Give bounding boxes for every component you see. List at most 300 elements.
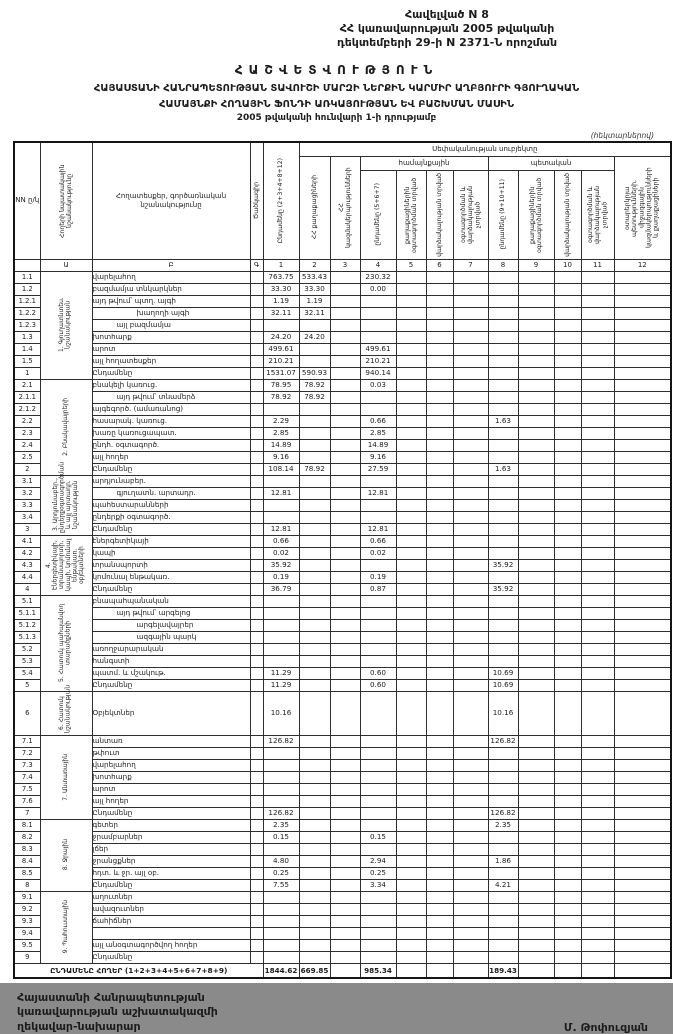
value-cell [614, 463, 671, 475]
value-cell [488, 535, 518, 547]
row-number: 5.1 [14, 595, 40, 607]
value-cell [554, 667, 581, 679]
row-number: 3.2 [14, 487, 40, 499]
table-row [14, 927, 671, 939]
value-cell [453, 747, 488, 759]
value-cell [614, 915, 671, 927]
code-cell [250, 927, 263, 939]
value-cell [299, 619, 330, 631]
code-cell [250, 391, 263, 403]
value-cell [488, 595, 518, 607]
value-cell [554, 547, 581, 559]
value-cell [426, 403, 453, 415]
value-cell [396, 855, 426, 867]
value-cell [426, 343, 453, 355]
value-cell [518, 415, 554, 427]
value-cell [518, 559, 554, 571]
value-cell: 669.85 [299, 963, 330, 978]
row-name: Ընդամենը [92, 523, 250, 535]
value-cell [581, 547, 614, 559]
value-cell [360, 319, 396, 331]
value-cell [614, 843, 671, 855]
code-cell [250, 643, 263, 655]
code-cell [250, 939, 263, 951]
value-cell [396, 735, 426, 747]
value-cell: 0.66 [263, 535, 299, 547]
value-cell [488, 511, 518, 523]
report-subtitle-line: ՀԱՅԱՍՏԱՆԻ ՀԱՆՐԱՊԵՏՈՒԹՅԱՆ ՏԱՎՈՒՇԻ ՄԱՐԶԻ ՆԵՐՔԻՆ ԿԱՐՄԻՐ ԱՂԲՅՈՒՐԻ ԳՅՈՒՂԱԿԱՆ [93, 82, 580, 94]
table-row [14, 283, 671, 295]
row-number: 1.2.2 [14, 307, 40, 319]
value-cell [518, 499, 554, 511]
code-cell [250, 271, 263, 283]
value-cell [360, 807, 396, 819]
code-cell [250, 571, 263, 583]
value-cell [299, 927, 330, 939]
value-cell [426, 759, 453, 771]
value-cell [518, 747, 554, 759]
row-name: բնակելի կառուց. [92, 379, 250, 391]
value-cell [518, 439, 554, 451]
value-cell [396, 643, 426, 655]
value-cell: 0.19 [263, 571, 299, 583]
value-cell [330, 583, 360, 595]
row-number: 2.1.2 [14, 403, 40, 415]
value-cell [396, 427, 426, 439]
value-cell [453, 511, 488, 523]
row-number: 1.4 [14, 343, 40, 355]
value-cell [488, 619, 518, 631]
value-cell [554, 619, 581, 631]
column-letter: 10 [554, 259, 581, 271]
value-cell [426, 747, 453, 759]
value-cell [299, 475, 330, 487]
value-cell [581, 747, 614, 759]
value-cell [426, 915, 453, 927]
value-cell [426, 379, 453, 391]
value-cell [426, 939, 453, 951]
table-row [14, 691, 671, 735]
value-cell: 32.11 [263, 307, 299, 319]
table-row [14, 607, 671, 619]
value-cell [453, 487, 488, 499]
value-cell [330, 631, 360, 643]
value-cell: 590.93 [299, 367, 330, 379]
value-cell [518, 807, 554, 819]
value-cell [360, 939, 396, 951]
signature-block [13, 991, 660, 1034]
table-row [14, 891, 671, 903]
code-cell [250, 535, 263, 547]
table-row [14, 915, 671, 927]
value-cell [614, 867, 671, 879]
value-cell [554, 283, 581, 295]
value-cell [614, 271, 671, 283]
value-cell [453, 927, 488, 939]
row-name: հդտ. և ջր. այլ օբ. [92, 867, 250, 879]
column-letter: 11 [581, 259, 614, 271]
value-cell [453, 475, 488, 487]
value-cell [330, 463, 360, 475]
value-cell [426, 367, 453, 379]
value-cell [453, 379, 488, 391]
value-cell [581, 511, 614, 523]
value-cell [554, 795, 581, 807]
value-cell [299, 439, 330, 451]
value-cell [299, 891, 330, 903]
value-cell: 10.16 [488, 691, 518, 735]
value-cell [488, 367, 518, 379]
value-cell [554, 559, 581, 571]
value-cell [518, 331, 554, 343]
value-cell [453, 463, 488, 475]
table-row [14, 415, 671, 427]
value-cell [518, 475, 554, 487]
row-name: վարելահող [92, 759, 250, 771]
value-cell [614, 783, 671, 795]
value-cell [330, 379, 360, 391]
annex-line: Հավելված N 8 [405, 8, 489, 21]
report-title-block [13, 63, 660, 124]
value-cell: 0.19 [360, 571, 396, 583]
value-cell [453, 451, 488, 463]
code-cell [250, 771, 263, 783]
value-cell [396, 667, 426, 679]
value-cell [360, 819, 396, 831]
table-row [14, 307, 671, 319]
column-letters-row [14, 259, 671, 271]
table-row [14, 771, 671, 783]
row-name: այլ բազմամյա [92, 319, 250, 331]
value-cell [396, 343, 426, 355]
value-cell: 1531.07 [263, 367, 299, 379]
state-band-header: պետական [488, 156, 614, 170]
value-cell [330, 499, 360, 511]
value-cell [299, 867, 330, 879]
value-cell [360, 927, 396, 939]
row-number: 1.2.3 [14, 319, 40, 331]
row-name: Ընդամենը [92, 807, 250, 819]
code-cell [250, 487, 263, 499]
value-cell [488, 319, 518, 331]
value-cell [263, 655, 299, 667]
row-number: 1.5 [14, 355, 40, 367]
value-cell [554, 903, 581, 915]
value-cell [396, 403, 426, 415]
value-cell [396, 295, 426, 307]
value-cell [554, 631, 581, 643]
value-cell [299, 499, 330, 511]
value-cell [453, 643, 488, 655]
value-cell [299, 939, 330, 951]
value-cell [581, 583, 614, 595]
value-cell: 0.02 [360, 547, 396, 559]
value-cell: 35.92 [488, 559, 518, 571]
row-name: հանգստի [92, 655, 250, 667]
value-cell [614, 691, 671, 735]
value-cell [360, 511, 396, 523]
section-label: 8. Ջրային [40, 819, 92, 891]
value-cell [614, 535, 671, 547]
column-letter: Ա [40, 259, 92, 271]
code-cell [250, 331, 263, 343]
value-cell [396, 463, 426, 475]
value-cell [554, 391, 581, 403]
code-cell [250, 691, 263, 735]
value-cell [396, 271, 426, 283]
value-cell: 126.82 [488, 807, 518, 819]
row-name: արոտ [92, 343, 250, 355]
value-cell [426, 655, 453, 667]
value-cell [554, 855, 581, 867]
value-cell [581, 271, 614, 283]
value-cell [581, 939, 614, 951]
value-cell: 126.82 [263, 807, 299, 819]
value-cell [614, 391, 671, 403]
row-number: 6 [14, 691, 40, 735]
value-cell [396, 963, 426, 978]
value-cell [453, 535, 488, 547]
value-cell [426, 583, 453, 595]
value-cell [453, 355, 488, 367]
row-number: 8.5 [14, 867, 40, 879]
row-number: 9.5 [14, 939, 40, 951]
table-row [14, 655, 671, 667]
table-row [14, 403, 671, 415]
code-cell [250, 879, 263, 891]
table-row [14, 619, 671, 631]
value-cell: 12.81 [263, 487, 299, 499]
value-cell [263, 759, 299, 771]
value-cell [488, 771, 518, 783]
value-cell [453, 891, 488, 903]
value-cell [453, 271, 488, 283]
value-cell [554, 295, 581, 307]
value-cell [426, 511, 453, 523]
value-cell [330, 391, 360, 403]
value-cell [330, 331, 360, 343]
value-cell [488, 451, 518, 463]
value-cell [453, 499, 488, 511]
annex-line: ՀՀ կառավարության 2005 թվականի [339, 21, 555, 35]
value-cell [263, 951, 299, 963]
value-cell [581, 951, 614, 963]
table-row [14, 679, 671, 691]
col-header-state-unused: օգտագործման և վարձակալության չտրված [581, 170, 614, 259]
value-cell [299, 831, 330, 843]
value-cell [581, 355, 614, 367]
value-cell [518, 535, 554, 547]
value-cell [581, 879, 614, 891]
section-label: 2. Բնակավայրերի [40, 379, 92, 475]
value-cell [581, 403, 614, 415]
value-cell [614, 795, 671, 807]
value-cell [396, 783, 426, 795]
table-row [14, 391, 671, 403]
col-header-nn: NN ը/կ [14, 142, 40, 260]
value-cell [263, 475, 299, 487]
value-cell [263, 643, 299, 655]
value-cell [581, 571, 614, 583]
col-header-code: Ծածկագիր [250, 142, 263, 260]
value-cell [263, 747, 299, 759]
row-number: 7.3 [14, 759, 40, 771]
value-cell [330, 415, 360, 427]
value-cell [614, 487, 671, 499]
value-cell [453, 367, 488, 379]
value-cell [330, 487, 360, 499]
row-number: 4.2 [14, 547, 40, 559]
value-cell [330, 867, 360, 879]
value-cell [426, 795, 453, 807]
value-cell [299, 843, 330, 855]
value-cell [330, 547, 360, 559]
value-cell [426, 619, 453, 631]
value-cell [299, 655, 330, 667]
row-name: առողջարարական [92, 643, 250, 655]
value-cell [488, 391, 518, 403]
value-cell [330, 963, 360, 978]
value-cell [453, 795, 488, 807]
column-letter: 3 [330, 259, 360, 271]
value-cell [426, 667, 453, 679]
value-cell [396, 475, 426, 487]
value-cell [554, 427, 581, 439]
value-cell [330, 355, 360, 367]
value-cell [299, 427, 330, 439]
row-number: 8 [14, 879, 40, 891]
value-cell [554, 535, 581, 547]
value-cell [581, 367, 614, 379]
value-cell [581, 439, 614, 451]
value-cell [614, 367, 671, 379]
report-date-line: 2005 թվականի հունվարի 1-ի դրությամբ [236, 112, 437, 123]
value-cell [330, 559, 360, 571]
row-number: 5.3 [14, 655, 40, 667]
value-cell [581, 759, 614, 771]
value-cell [488, 795, 518, 807]
value-cell [554, 499, 581, 511]
row-name: Ընդամենը [92, 583, 250, 595]
value-cell [554, 879, 581, 891]
value-cell: 2.85 [360, 427, 396, 439]
row-name: Ընդամենը [92, 463, 250, 475]
value-cell [453, 439, 488, 451]
value-cell [614, 307, 671, 319]
row-name: արոտ [92, 783, 250, 795]
value-cell [453, 307, 488, 319]
value-cell [396, 867, 426, 879]
value-cell [453, 759, 488, 771]
row-name: աղուտներ [92, 891, 250, 903]
value-cell [554, 607, 581, 619]
value-cell [581, 607, 614, 619]
table-row [14, 867, 671, 879]
value-cell [426, 607, 453, 619]
table-row [14, 795, 671, 807]
code-cell [250, 379, 263, 391]
row-name: խաղողի այգի [92, 307, 250, 319]
value-cell [453, 343, 488, 355]
value-cell [360, 783, 396, 795]
value-cell: 108.14 [263, 463, 299, 475]
value-cell [360, 891, 396, 903]
value-cell [518, 679, 554, 691]
value-cell [360, 559, 396, 571]
value-cell [426, 963, 453, 978]
value-cell [426, 735, 453, 747]
value-cell [554, 463, 581, 475]
value-cell [426, 879, 453, 891]
value-cell [360, 915, 396, 927]
value-cell [554, 927, 581, 939]
value-cell: 0.66 [360, 535, 396, 547]
table-row [14, 807, 671, 819]
value-cell [263, 403, 299, 415]
row-number: 7.1 [14, 735, 40, 747]
value-cell: 763.75 [263, 271, 299, 283]
code-cell [250, 295, 263, 307]
value-cell [330, 759, 360, 771]
value-cell [488, 295, 518, 307]
value-cell [299, 667, 330, 679]
value-cell [360, 655, 396, 667]
value-cell: 10.16 [263, 691, 299, 735]
value-cell [518, 667, 554, 679]
table-row [14, 475, 671, 487]
row-number: 2.1.1 [14, 391, 40, 403]
table-row [14, 759, 671, 771]
value-cell [581, 427, 614, 439]
value-cell [614, 831, 671, 843]
value-cell: 2.94 [360, 855, 396, 867]
table-row [14, 295, 671, 307]
value-cell [263, 939, 299, 951]
value-cell [426, 487, 453, 499]
value-cell [518, 283, 554, 295]
value-cell [330, 667, 360, 679]
value-cell [518, 655, 554, 667]
value-cell: 533.43 [299, 271, 330, 283]
row-number: 2.3 [14, 427, 40, 439]
value-cell [614, 631, 671, 643]
row-name: կապի [92, 547, 250, 559]
row-name: ընդհ. օգտագործ. [92, 439, 250, 451]
col-header-state-lease: վարձակալության տրված [554, 170, 581, 259]
value-cell [426, 783, 453, 795]
value-cell [453, 667, 488, 679]
value-cell [360, 403, 396, 415]
value-cell [360, 595, 396, 607]
value-cell [488, 547, 518, 559]
value-cell [581, 667, 614, 679]
value-cell [614, 607, 671, 619]
value-cell [396, 547, 426, 559]
value-cell [299, 679, 330, 691]
value-cell: 35.92 [263, 559, 299, 571]
value-cell [581, 819, 614, 831]
table-row [14, 511, 671, 523]
value-cell [299, 747, 330, 759]
value-cell [396, 391, 426, 403]
value-cell [360, 631, 396, 643]
value-cell [518, 927, 554, 939]
row-name: արդյունաբեր. [92, 475, 250, 487]
table-row [14, 487, 671, 499]
code-cell [250, 831, 263, 843]
value-cell [488, 927, 518, 939]
value-cell [330, 571, 360, 583]
